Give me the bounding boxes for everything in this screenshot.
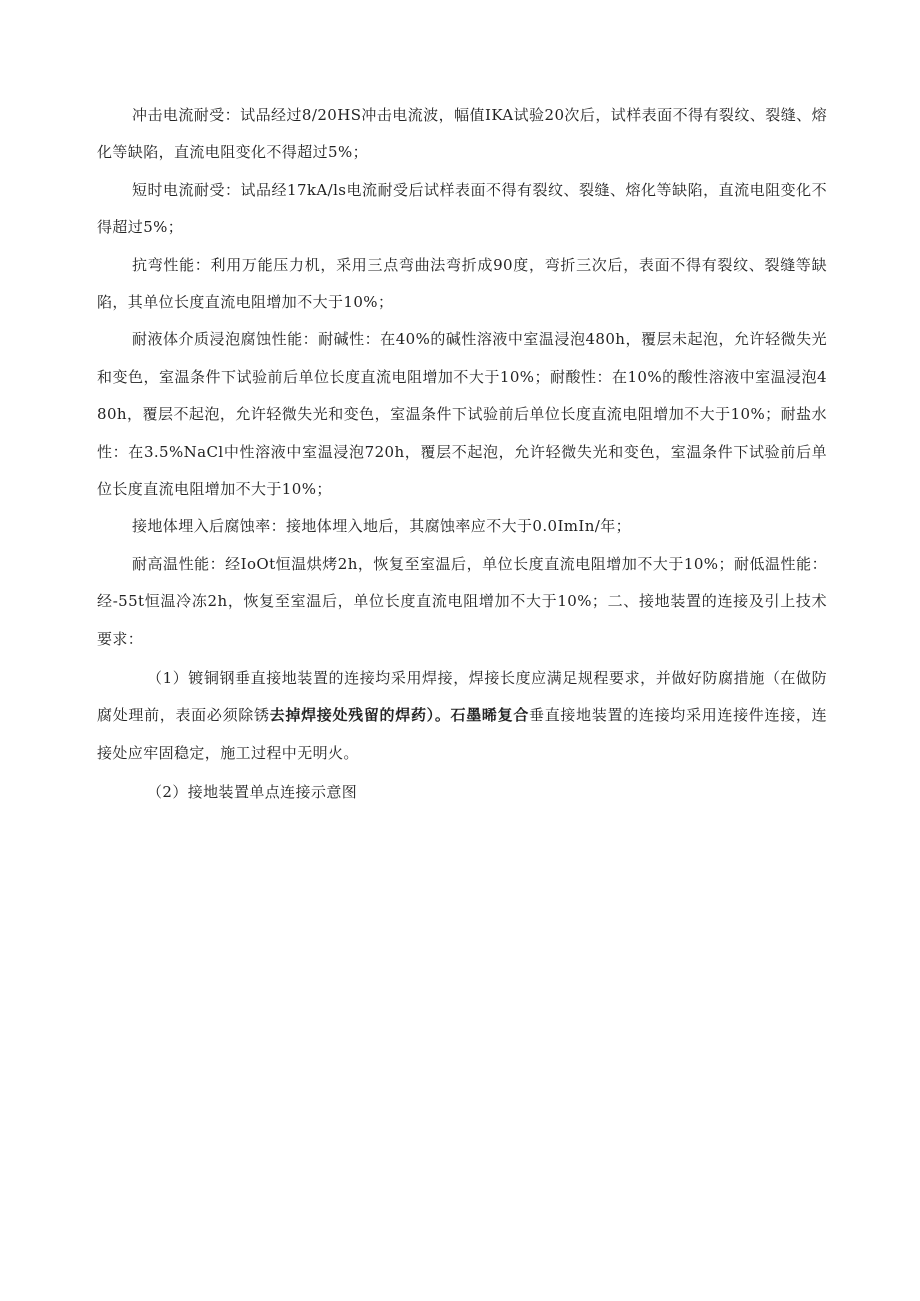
item-1-text-a: （1）镀铜钢垂直接地装置的连接均采用焊接，焊接长度应满足规程要求，并做好防腐措施（在做防腐处理前，表面必须除锈 (97, 669, 827, 725)
paragraph-short-time-current: 短时电流耐受：试品经17kA/ls电流耐受后试样表面不得有裂纹、裂缝、熔化等缺陷，直流电阻变化不得超过5%； (97, 180, 827, 237)
paragraph-temperature: 耐高温性能：经IoOt恒温烘烤2h，恢复至室温后，单位长度直流电阻增加不大于10%；耐低温性能：经-55t恒温冷冻2h，恢复至室温后，单位长度直流电阻增加不大于10%；二、接地装置的连接及引上技术要求： (97, 554, 827, 648)
item-1 (97, 660, 827, 772)
paragraph-corrosion-rate: 接地体埋入后腐蚀率：接地体埋入地后，其腐蚀率应不大于0.0ImIn/年； (132, 517, 632, 536)
item-1-paragraph (97, 660, 827, 772)
paragraph-impulse-current: 冲击电流耐受：试品经过8/20HS冲击电流波，幅值IKA试验20次后，试样表面不得有裂纹、裂缝、熔化等缺陷，直流电阻变化不得超过5%； (97, 106, 827, 162)
paragraph-bending: 抗弯性能：利用万能压力机，采用三点弯曲法弯折成90度，弯折三次后，表面不得有裂纹、裂缝等缺陷，其单位长度直流电阻增加不大于10%； (97, 255, 827, 312)
item-2 (147, 774, 827, 811)
item-2-heading: （2）接地装置单点连接示意图 (147, 783, 358, 801)
item-1-text-c: 垂直接地装置的连接均采用连接件连接，连接处应牢固稳定，施工过程中无明火。 (97, 706, 827, 762)
paragraph-liquid-corrosion: 耐液体介质浸泡腐蚀性能：耐碱性：在40%的碱性溶液中室温浸泡480h，覆层未起泡，允许轻微失光和变色，室温条件下试验前后单位长度直流电阻增加不大于10%；耐酸性：在10%的酸性溶液中室温浸泡480h，覆层不起泡，允许轻微失光和变色，室温条件下试验前后单位长度直流电阻增加不大于10%；耐盐水性：在3.5%NaCl中性溶液中室温浸泡720h，覆层不起泡，允许轻微失光和变色，室温条件下试验前后单位长度直流电阻增加不大于10%； (97, 330, 827, 499)
body-text (97, 97, 827, 658)
item-1-text-b: 去掉焊接处残留的焊药）。石墨晞复合 (269, 706, 530, 725)
